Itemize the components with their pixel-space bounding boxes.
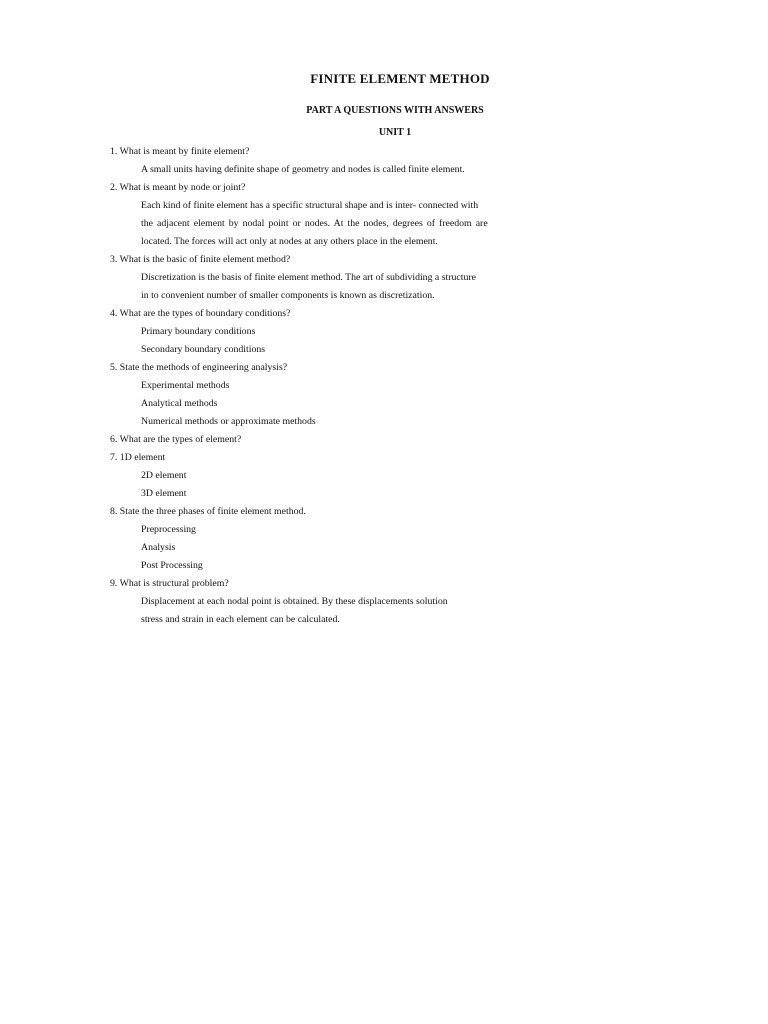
answer-line: Discretization is the basis of finite element method. The art of subdividing a structure — [141, 272, 477, 283]
answer-line: in to convenient number of smaller components is known as discretization. — [141, 290, 435, 301]
answer-line: Secondary boundary conditions — [141, 344, 266, 355]
question-1: 1. What is meant by finite element? — [110, 146, 250, 157]
answer-line: Displacement at each nodal point is obtained. By these displacements solution — [141, 596, 448, 607]
document-title: FINITE ELEMENT METHOD — [310, 71, 490, 86]
answer-line: 2D element — [141, 470, 187, 481]
answer-2 — [110, 197, 570, 251]
answer-line: 3D element — [141, 488, 187, 499]
answer-8 — [110, 521, 570, 575]
answer-line: Experimental methods — [141, 380, 230, 391]
question-answer-list — [110, 143, 570, 629]
document-subtitle: PART A QUESTIONS WITH ANSWERS — [306, 105, 484, 116]
unit-heading: UNIT 1 — [378, 127, 412, 138]
answer-4 — [110, 323, 570, 359]
question-5: 5. State the methods of engineering analysis? — [110, 362, 288, 373]
answer-line: the adjacent element by nodal point or nodes. At the nodes, degrees of freedom are — [141, 218, 488, 229]
answer-5 — [110, 377, 570, 431]
answer-line: Primary boundary conditions — [141, 326, 256, 337]
answer-line: A small units having definite shape of geometry and nodes is called finite element. — [141, 164, 465, 175]
answer-line: Post Processing — [141, 560, 203, 571]
answer-1 — [110, 161, 570, 179]
answer-line: stress and strain in each element can be calculated. — [141, 614, 340, 625]
question-3: 3. What is the basic of finite element method? — [110, 254, 291, 265]
question-4: 4. What are the types of boundary conditions? — [110, 308, 291, 319]
answer-line: Each kind of finite element has a specific structural shape and is inter- connected with — [141, 200, 479, 211]
question-2: 2. What is meant by node or joint? — [110, 182, 246, 193]
question-9: 9. What is structural problem? — [110, 578, 229, 589]
answer-3 — [110, 269, 570, 305]
answer-9 — [110, 593, 570, 629]
answer-line: Analytical methods — [141, 398, 218, 409]
answer-line: Analysis — [141, 542, 176, 553]
answer-line: located. The forces will act only at nodes at any others place in the element. — [141, 236, 438, 247]
answer-7 — [110, 467, 570, 503]
answer-line: Numerical methods or approximate methods — [141, 416, 316, 427]
answer-line: Preprocessing — [141, 524, 196, 535]
question-6: 6. What are the types of element? — [110, 434, 242, 445]
question-7: 7. 1D element — [110, 452, 166, 463]
question-8: 8. State the three phases of finite element method. — [110, 506, 306, 517]
